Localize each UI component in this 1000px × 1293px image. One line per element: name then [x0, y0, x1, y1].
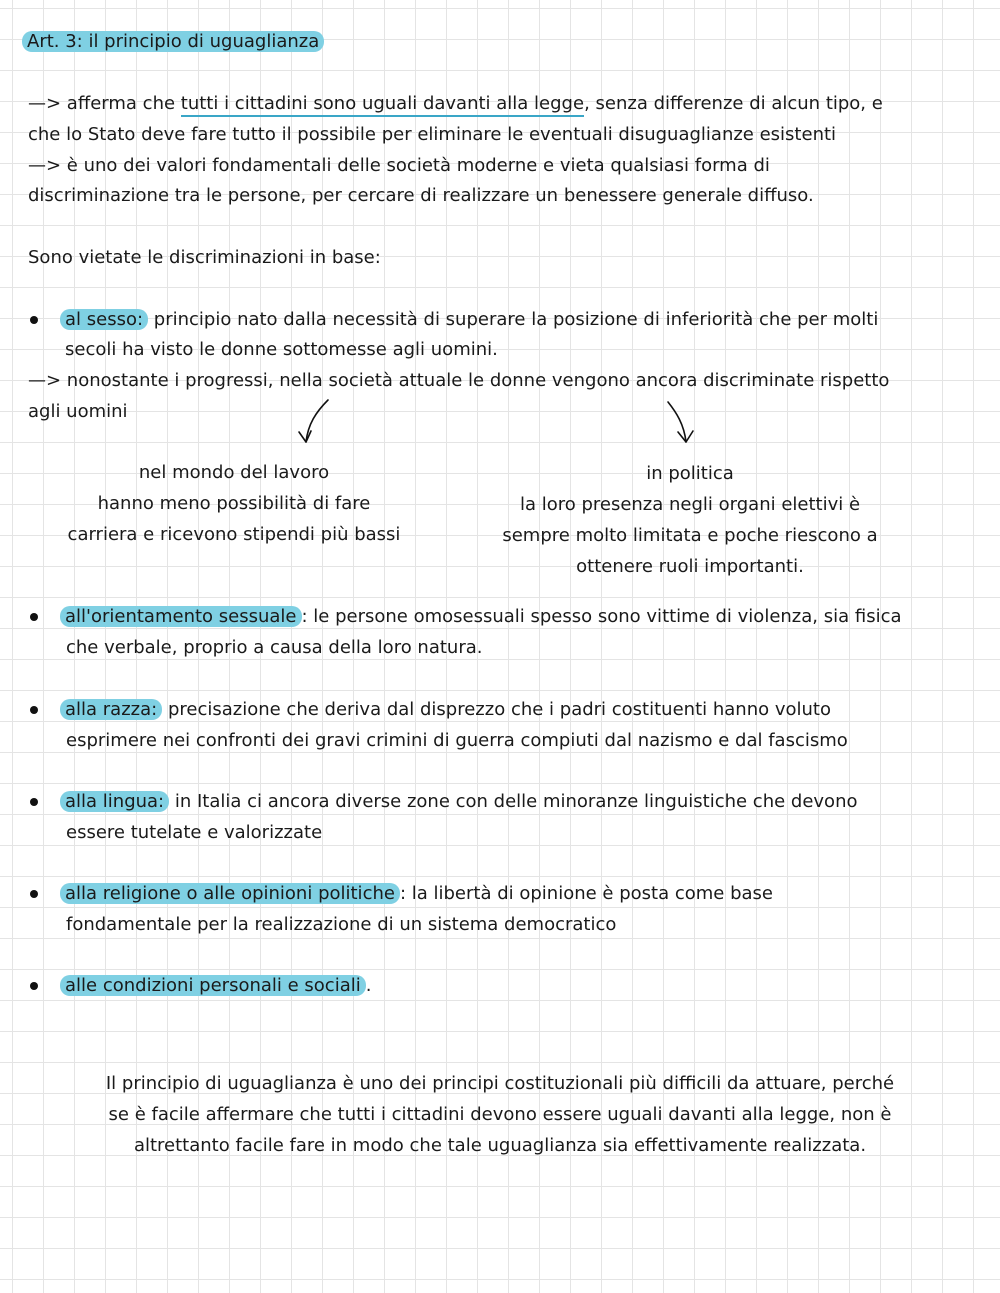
bullet-orientamento-line-2: che verbale, proprio a causa della loro natura. [66, 637, 483, 658]
bullet-religione-line-2: fondamentale per la realizzazione di un sistema democratico [66, 914, 617, 935]
bullet-lingua-line-2: essere tutelate e valorizzate [66, 822, 323, 843]
highlight-term: al sesso: [60, 309, 148, 330]
highlight-term: alla razza: [60, 699, 162, 720]
bullet-religione-line-1: alla religione o alle opinioni politiche : la libertà di opinione è posta come base [60, 878, 773, 909]
sesso-note-line-2: agli uomini [28, 401, 128, 422]
bullet-dot [30, 982, 38, 990]
highlight-term: alle condizioni personali e sociali [60, 975, 366, 996]
branch-lavoro-line-3: carriera e ricevono stipendi più bassi [67, 524, 401, 545]
page-title: Art. 3: il principio di uguaglianza [22, 26, 324, 57]
conclusion-line-3: altrettanto facile fare in modo che tale uguaglianza sia effettivamente realizzata. [133, 1135, 867, 1156]
bullet-dot [30, 798, 38, 806]
bullet-orientamento-line-1: all'orientamento sessuale : le persone omosessuali spesso sono vittime di violenza, sia fisica [60, 601, 902, 632]
highlight-term: alla religione o alle opinioni politiche [60, 883, 400, 904]
highlight-term: alla lingua: [60, 791, 169, 812]
bullet-sesso-line-2: secoli ha visto le donne sottomesse agli uomini. [65, 339, 498, 360]
intro-line-4: discriminazione tra le persone, per cercare di realizzare un benessere generale diffuso. [28, 185, 814, 206]
branch-politica-line-3: sempre molto limitata e poche riescono a [502, 525, 878, 546]
branch-politica-line-1: in politica [646, 463, 734, 484]
bullet-condizioni-line-1: alle condizioni personali e sociali . [60, 970, 371, 1001]
branch-lavoro [34, 457, 434, 550]
highlight-term: all'orientamento sessuale [60, 606, 302, 627]
conclusion-paragraph [20, 1068, 980, 1161]
bullet-dot [30, 706, 38, 714]
bullet-dot [30, 613, 38, 621]
arrow-right-icon [664, 400, 700, 448]
bullet-razza-line-2: esprimere nei confronti dei gravi crimini di guerra compiuti dal nazismo e dal fascismo [66, 730, 848, 751]
branch-politica [470, 458, 910, 582]
branch-lavoro-line-2: hanno meno possibilità di fare [97, 493, 371, 514]
underlined-phrase: tutti i cittadini sono uguali davanti alla legge [181, 93, 584, 117]
bullet-lingua-line-1: alla lingua: in Italia ci ancora diverse zone con delle minoranze linguistiche che devono [60, 786, 857, 817]
intro-line-3: —> è uno dei valori fondamentali delle società moderne e vieta qualsiasi forma di [28, 155, 770, 176]
conclusion-line-1: Il principio di uguaglianza è uno dei principi costituzionali più difficili da attuare, perché [105, 1073, 895, 1094]
branch-politica-line-2: la loro presenza negli organi elettivi è [519, 494, 861, 515]
bullet-sesso-line-1: al sesso: principio nato dalla necessità di superare la posizione di inferiorità che per molti [60, 304, 878, 335]
intro-line-1: —> afferma che tutti i cittadini sono uguali davanti alla legge, senza differenze di alcun tipo, e [28, 88, 883, 119]
intro-line-2: che lo Stato deve fare tutto il possibile per eliminare le eventuali disuguaglianze esistenti [28, 124, 837, 145]
branch-politica-line-4: ottenere ruoli importanti. [576, 556, 804, 577]
bullet-razza-line-1: alla razza: precisazione che deriva dal disprezzo che i padri costituenti hanno voluto [60, 694, 831, 725]
bullet-dot [30, 316, 38, 324]
branch-lavoro-line-1: nel mondo del lavoro [138, 462, 330, 483]
conclusion-line-2: se è facile affermare che tutti i cittadini devono essere uguali davanti alla legge, non è [108, 1104, 892, 1125]
sesso-note-line-1: —> nonostante i progressi, nella società attuale le donne vengono ancora discriminate rispetto [28, 370, 890, 391]
discrimination-intro: Sono vietate le discriminazioni in base: [28, 247, 381, 268]
arrow-left-icon [296, 398, 332, 446]
bullet-dot [30, 890, 38, 898]
